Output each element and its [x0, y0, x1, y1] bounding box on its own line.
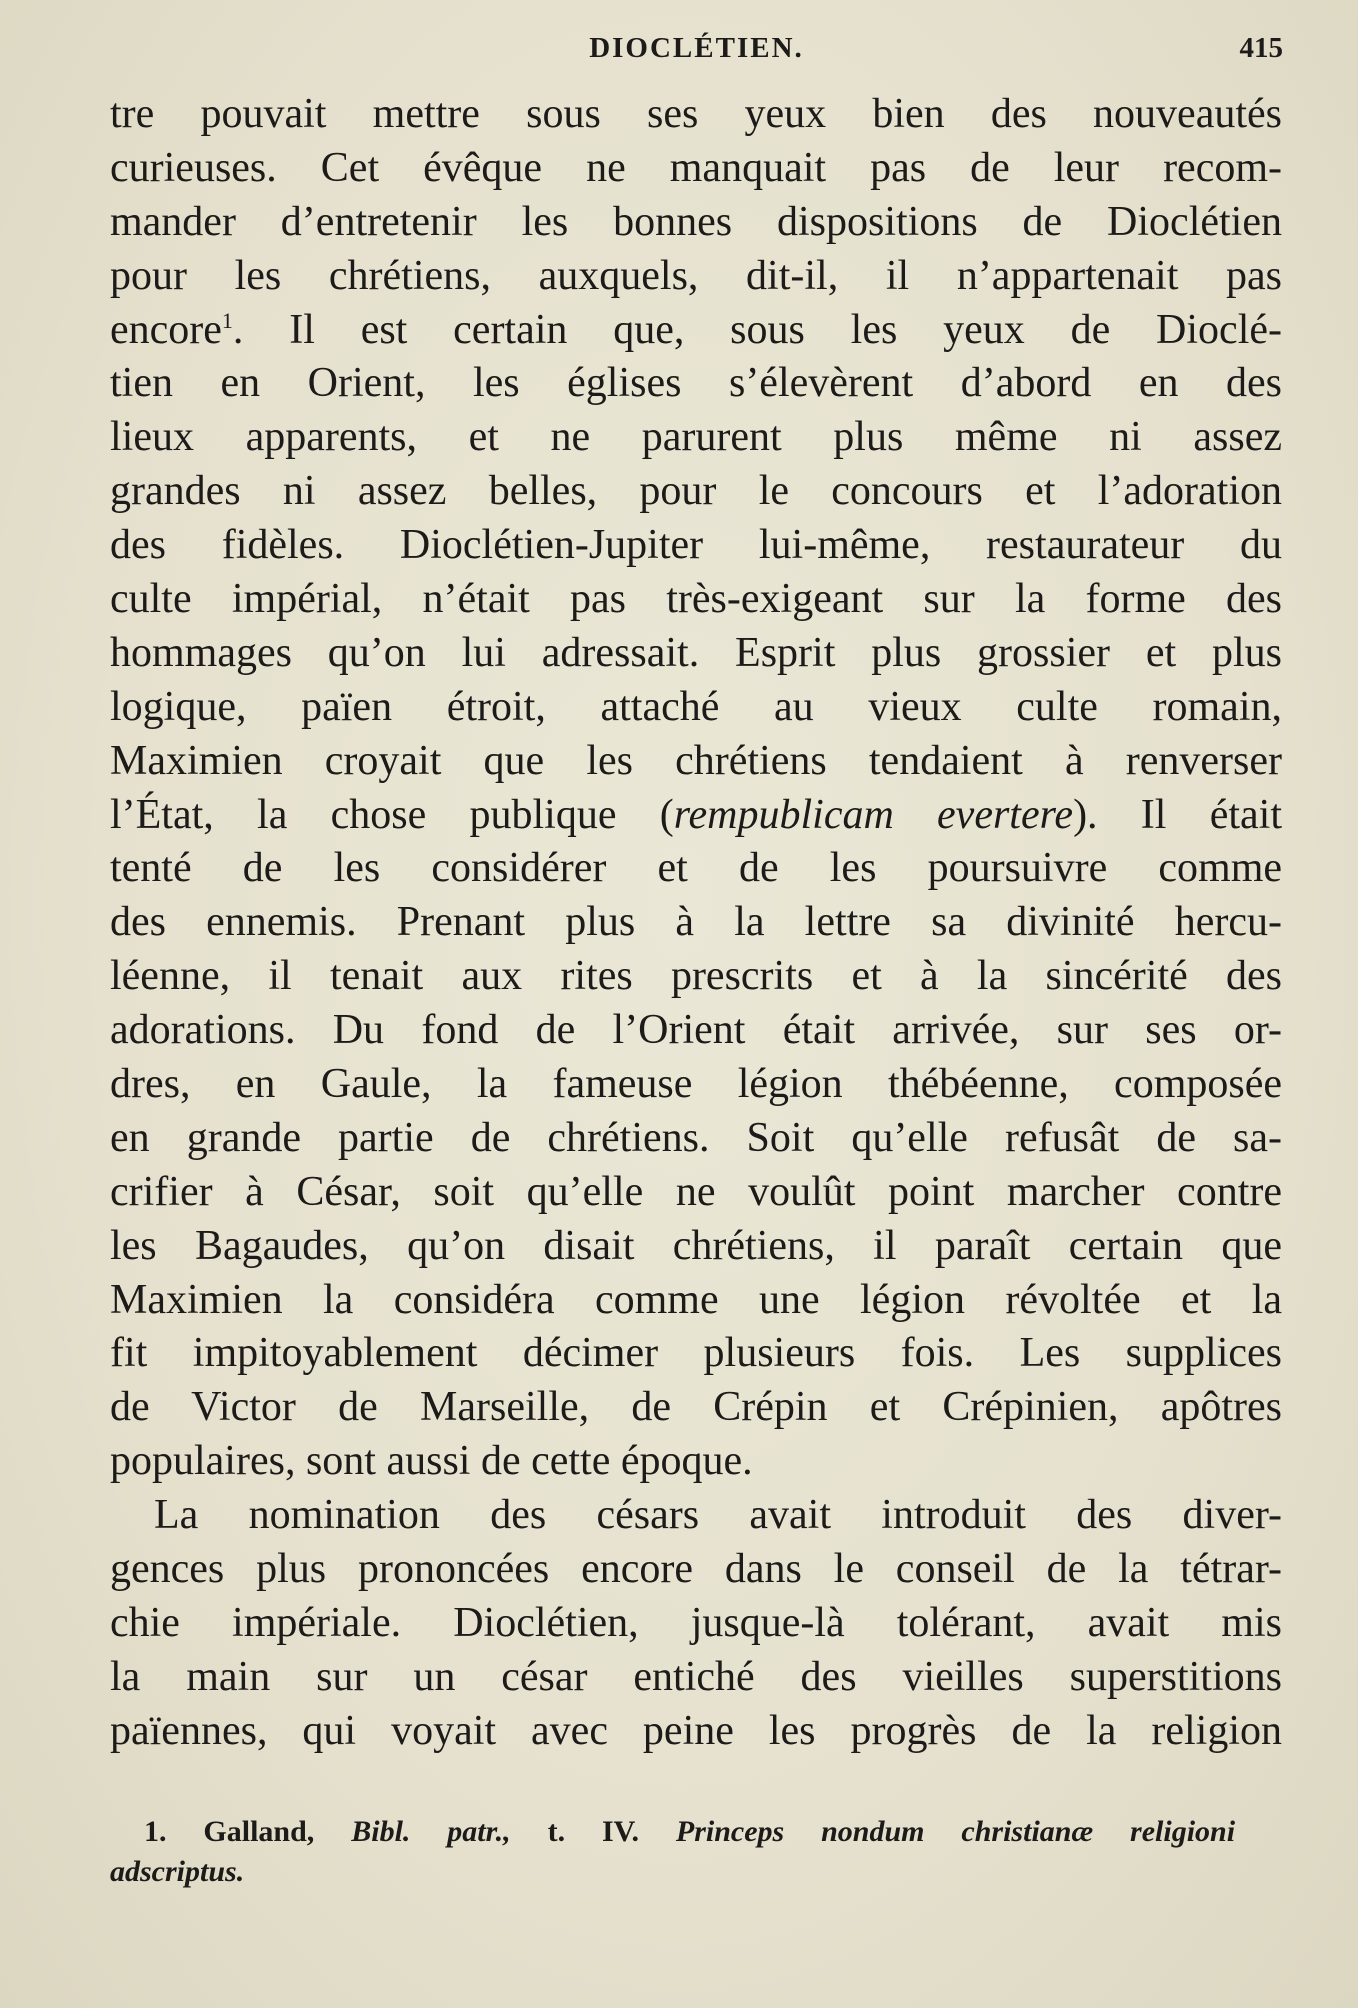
- footnote-quote-end: adscriptus.: [110, 1855, 245, 1888]
- text-line: la main sur un césar entiché des vieilles superstitions: [110, 1653, 1282, 1700]
- text-line: adorations. Du fond de l’Orient était arrivée, sur ses or-: [110, 1007, 1282, 1054]
- text-line: léenne, il tenait aux rites prescrits et à la sincérité des: [110, 953, 1282, 1000]
- footnote-reference: 1: [221, 307, 233, 333]
- footnote: [110, 1812, 1235, 1892]
- text-line: curieuses. Cet évêque ne manquait pas de leur recom-: [110, 144, 1282, 191]
- text-line: hommages qu’on lui adressait. Esprit plus grossier et plus: [110, 629, 1282, 676]
- footnote-line: [110, 1852, 1235, 1892]
- text-segment: l’État, la chose publique (: [110, 791, 674, 838]
- text-segment: ). Il était: [1073, 791, 1282, 838]
- text-line: les Bagaudes, qu’on disait chrétiens, il paraît certain que: [110, 1222, 1282, 1269]
- footnote-number: 1.: [144, 1815, 167, 1848]
- text-segment: . Il est certain que, sous les yeux de Dioclé-: [232, 306, 1282, 353]
- paragraph-first-line: La nomination des césars avait introduit des diver-: [154, 1492, 1282, 1539]
- footnote-line: [110, 1812, 1235, 1852]
- page-number: 415: [1239, 32, 1283, 64]
- text-line: chie impériale. Dioclétien, jusque-là tolérant, avait mis: [110, 1599, 1282, 1646]
- text-line: mander d’entretenir les bonnes dispositions de Dioclétien: [110, 198, 1282, 245]
- text-line: grandes ni assez belles, pour le concours et l’adoration: [110, 468, 1282, 515]
- text-line: [110, 789, 1282, 843]
- text-line: Maximien croyait que les chrétiens tendaient à renverser: [110, 737, 1282, 784]
- text-line: des ennemis. Prenant plus à la lettre sa divinité hercu-: [110, 899, 1282, 946]
- footnote-author: Galland,: [203, 1815, 315, 1848]
- text-line: logique, païen étroit, attaché au vieux culte romain,: [110, 683, 1282, 730]
- text-line: pour les chrétiens, auxquels, dit-il, il n’appartenait pas: [110, 252, 1282, 299]
- text-line: en grande partie de chrétiens. Soit qu’elle refusât de sa-: [110, 1114, 1282, 1161]
- running-title: DIOCLÉTIEN.: [589, 32, 804, 64]
- text-line: de Victor de Marseille, de Crépin et Crépinien, apôtres: [110, 1384, 1282, 1431]
- text-line: dres, en Gaule, la fameuse légion thébéenne, composée: [110, 1061, 1282, 1108]
- text-line: Maximien la considéra comme une légion révoltée et la: [110, 1276, 1282, 1323]
- footnote-quote: Princeps nondum christianæ religioni: [675, 1815, 1235, 1848]
- footnote-work: Bibl. patr.,: [351, 1815, 511, 1848]
- text-segment: encore: [110, 306, 222, 353]
- text-line: crifier à César, soit qu’elle ne voulût point marcher contre: [110, 1168, 1282, 1215]
- text-line: lieux apparents, et ne parurent plus même ni assez: [110, 414, 1282, 461]
- text-line: des fidèles. Dioclétien-Jupiter lui-même, restaurateur du: [110, 522, 1282, 569]
- footnote-volume: t. IV.: [547, 1815, 639, 1848]
- text-line: tenté de les considérer et de les poursuivre comme: [110, 845, 1282, 892]
- italic-phrase: rempublicam evertere: [673, 791, 1074, 838]
- text-line: culte impérial, n’était pas très-exigeant sur la forme des: [110, 576, 1282, 623]
- text-line: gences plus prononcées encore dans le conseil de la tétrar-: [110, 1546, 1282, 1593]
- body-text: [110, 88, 1282, 1759]
- text-line: populaires, sont aussi de cette époque.: [110, 1438, 753, 1485]
- text-line: fit impitoyablement décimer plusieurs fois. Les supplices: [110, 1330, 1282, 1377]
- text-line: tien en Orient, les églises s’élevèrent d’abord en des: [110, 360, 1282, 407]
- text-line: tre pouvait mettre sous ses yeux bien des nouveautés: [110, 91, 1282, 137]
- text-line: païennes, qui voyait avec peine les progrès de la religion: [110, 1707, 1282, 1754]
- text-line: [110, 304, 1282, 358]
- running-head: [110, 32, 1283, 72]
